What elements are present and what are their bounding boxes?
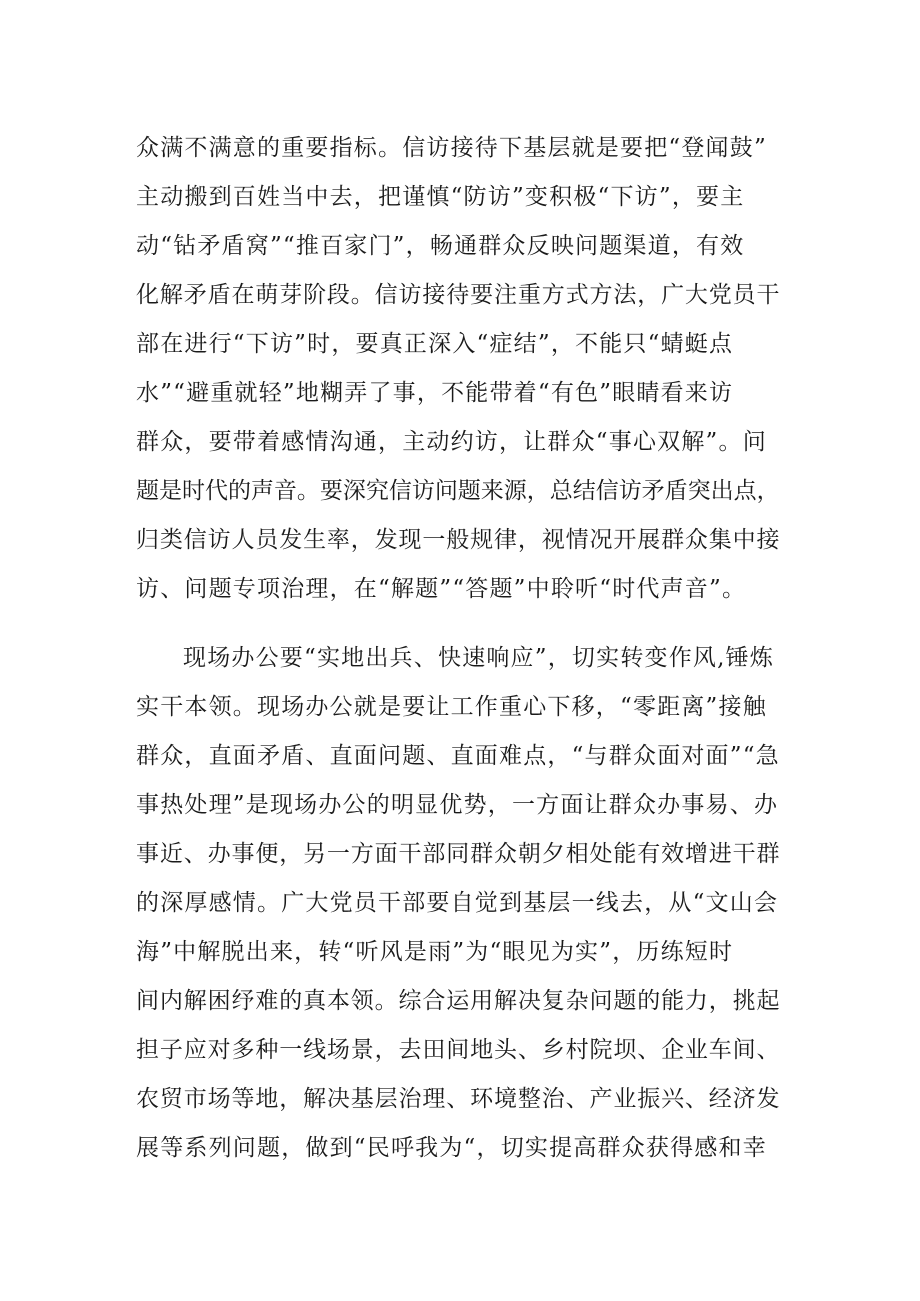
text-line: 的深厚感情。广大党员干部要自觉到基层一线去，从“文山会 <box>136 890 779 916</box>
text-line: 众满不满意的重要指标。信访接待下基层就是要把“登闻鼓” <box>136 135 767 161</box>
text-line: 展等系列问题，做到“民呼我为“，切实提高群众获得感和幸 <box>136 1135 767 1161</box>
text-line: 现场办公要“实地出兵、快速响应”，切实转变作风,锤炼 <box>183 645 775 671</box>
text-line: 海”中解脱出来，转“听风是雨”为“眼见为实”，历练短时 <box>136 939 734 965</box>
text-line: 水”“避重就轻”地糊弄了事，不能带着“有色”眼睛看来访 <box>136 380 734 406</box>
text-line: 部在进行“下访”时，要真正深入“症结”，不能只“蜻蜓点 <box>136 331 734 357</box>
text-line: 归类信访人员发生率，发现一般规律，视情况开展群众集中接 <box>136 527 781 553</box>
text-line: 事热处理”是现场办公的明显优势，一方面让群众办事易、办 <box>136 792 779 818</box>
text-line: 担子应对多种一线场景，去田间地头、乡村院坝、企业车间、 <box>136 1037 781 1063</box>
text-line: 实干本领。现场办公就是要让工作重心下移，“零距离”接触 <box>136 694 767 720</box>
text-line: 主动搬到百姓当中去，把谨慎“防访”变积极“下访”，要主 <box>136 184 745 210</box>
text-line: 动“钻矛盾窝”“推百家门”，畅通群众反映问题渠道，有效 <box>136 233 745 259</box>
text-line: 访、问题专项治理，在“解题”“答题”中聆听“时代声音”。 <box>136 576 747 602</box>
text-line: 题是时代的声音。要深究信访问题来源，总结信访矛盾突出点， <box>136 478 780 504</box>
text-line: 农贸市场等地，解决基层治理、环境整治、产业振兴、经济发 <box>136 1086 781 1112</box>
text-line: 群众，直面矛盾、直面问题、直面难点，“与群众面对面”“急 <box>136 743 780 769</box>
text-line: 间内解困纾难的真本领。综合运用解决复杂问题的能力，挑起 <box>136 988 781 1014</box>
text-line: 事近、办事便，另一方面干部同群众朝夕相处能有效增进干群 <box>136 841 781 867</box>
text-line: 化解矛盾在萌芽阶段。信访接待要注重方式方法，广大党员干 <box>136 282 781 308</box>
text-line: 群众，要带着感情沟通，主动约访，让群众“事心双解”。问 <box>136 429 767 455</box>
